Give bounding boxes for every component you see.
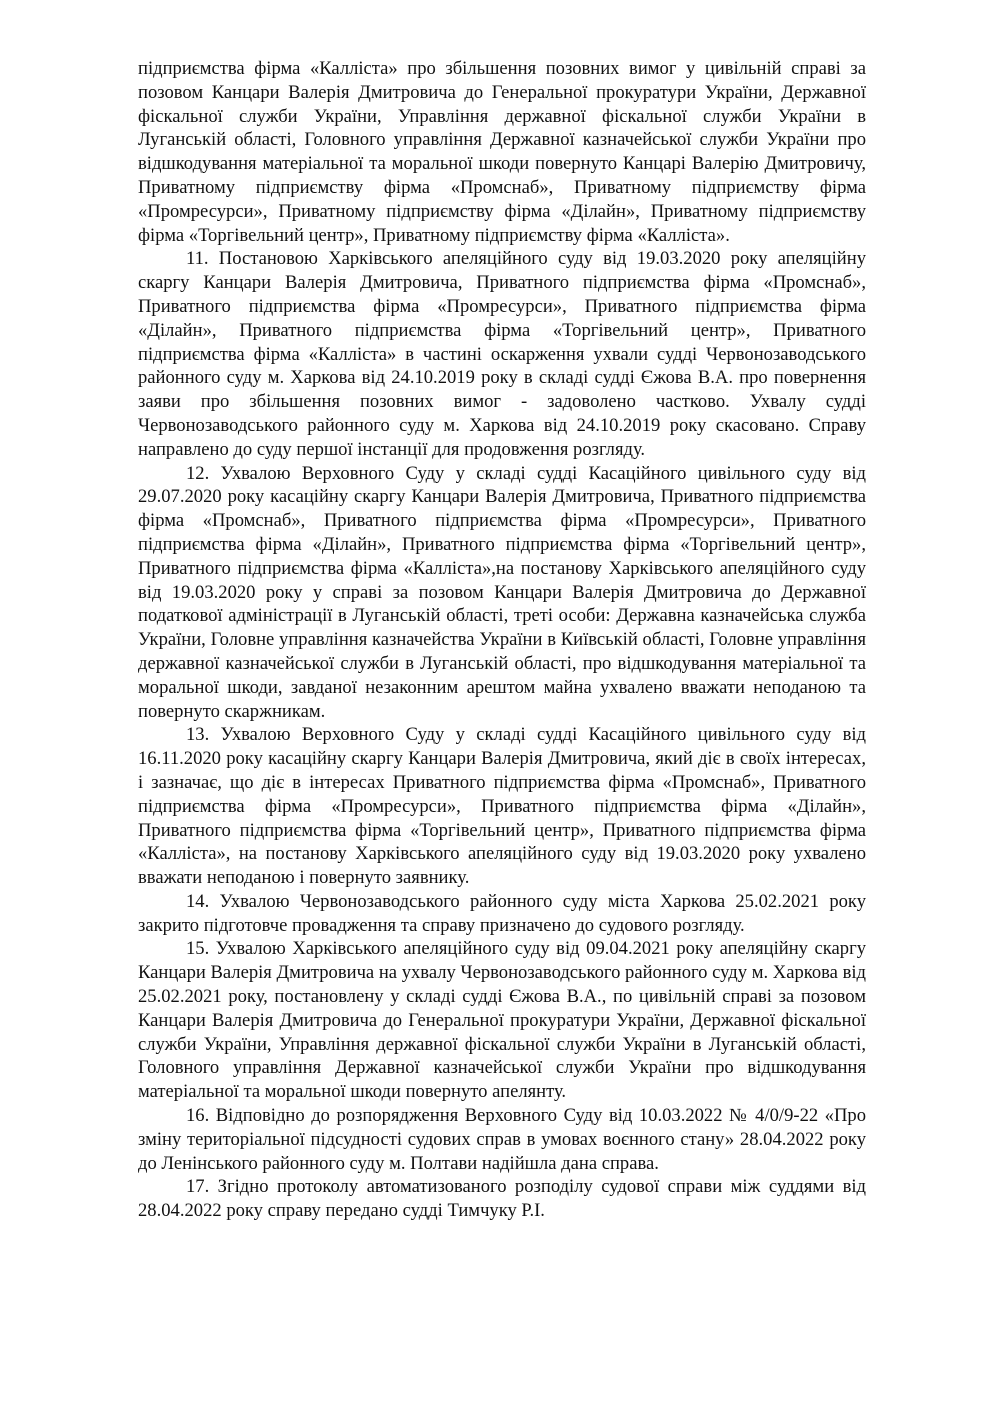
paragraph-12: 12. Ухвалою Верховного Суду у складі судді Касаційного цивільного суду від 29.07.2020 року касаційну скаргу Канцари Валерія Дмитровича, Приватного підприємства фірма «Промснаб», Приватного підприємства фірма «Промресурси», Приватного підприємства фірма «Ділайн», Приватного підприємства фірма «Торгівельний центр», Приватного підприємства фірма «Каллiста»,на постанову Харківського апеляційного суду від 19.03.2020 року у справі за позовом Канцари Валерія Дмитровича до Державної податкової адміністрації в Луганській області, треті особи: Державна казначейська служба України, Головне управління казначейства України в Київській області, Головне управління державної казначейської служби в Луганській області, про відшкодування матеріальної та моральної шкоди, завданої незаконним арештом майна ухвалено вважати неподаною та повернуто скаржникам. [138,462,866,722]
paragraph-15: 15. Ухвалою Харківського апеляційного суду від 09.04.2021 року апеляційну скаргу Канцари Валерія Дмитровича на ухвалу Червонозаводського районного суду м. Харкова від 25.02.2021 року, постановлену у складі судді Єжова В.А., по цивільній справі за позовом Канцари Валерія Дмитровича до Генеральної прокуратури України, Державної фіскальної служби України, Управління державної фіскальної служби України в Луганській області, Головного управління Державної казначейської служби України про відшкодування матеріальної та моральної шкоди повернуто апелянту. [138,938,866,1103]
document-page [138,57,866,1223]
paragraph-16: 16. Відповідно до розпорядження Верховного Суду від 10.03.2022 № 4/0/9-22 «Про зміну територіальної підсудності судових справ в умовах воєнного стану» 28.04.2022 року до Ленінського районного суду м. Полтави надійшла дана справа. [138,1105,866,1174]
paragraph-11: 11. Постановою Харківського апеляційного суду від 19.03.2020 року апеляційну скаргу Канцари Валерія Дмитровича, Приватного підприємства фірма «Промснаб», Приватного підприємства фірма «Промресурси», Приватного підприємства фірма «Ділайн», Приватного підприємства фірма «Торгівельний центр», Приватного підприємства фірма «Каллiста» в частині оскарження ухвали судді Червонозаводського районного суду м. Харкова від 24.10.2019 року в складі судді Єжова В.А. про повернення заяви про збільшення позовних вимог - задоволено частково. Ухвалу судді Червонозаводського районного суду м. Харкова від 24.10.2019 року скасовано. Справу направлено до суду першої інстанції для продовження розгляду. [138,248,866,460]
paragraph-continuation: підприємства фірма «Каллiста» про збільшення позовних вимог у цивільній справі за позовом Канцари Валерія Дмитровича до Генеральної прокуратури України, Державної фіскальної служби України, Управління державної фіскальної служби України в Луганській області, Головного управління Державної казначейської служби України про відшкодування матеріальної та моральної шкоди повернуто Канцарі Валерію Дмитровичу, Приватному підприємству фірма «Промснаб», Приватному підприємству фірма «Промресурси», Приватному підприємству фірма «Ділайн», Приватному підприємству фірма «Торгівельний центр», Приватному підприємству фірма «Каллiста». [138,58,866,246]
paragraph-13: 13. Ухвалою Верховного Суду у складі судді Касаційного цивільного суду від 16.11.2020 року касаційну скаргу Канцари Валерія Дмитровича, який діє в своїх інтересах, і зазначає, що діє в інтересах Приватного підприємства фірма «Промснаб», Приватного підприємства фірма «Промресурси», Приватного підприємства фірма «Ділайн», Приватного підприємства фірма «Торгівельний центр», Приватного підприємства фірма «Каллiста», на постанову Харківського апеляційного суду від 19.03.2020 року ухвалено вважати неподаною і повернуто заявнику. [138,724,866,889]
paragraph-14: 14. Ухвалою Червонозаводського районного суду міста Харкова 25.02.2021 року закрито підготовче провадження та справу призначено до судового розгляду. [138,890,866,936]
paragraph-17: 17. Згідно протоколу автоматизованого розподілу судової справи між суддями від 28.04.2022 року справу передано судді Тимчуку Р.І. [138,1176,866,1222]
